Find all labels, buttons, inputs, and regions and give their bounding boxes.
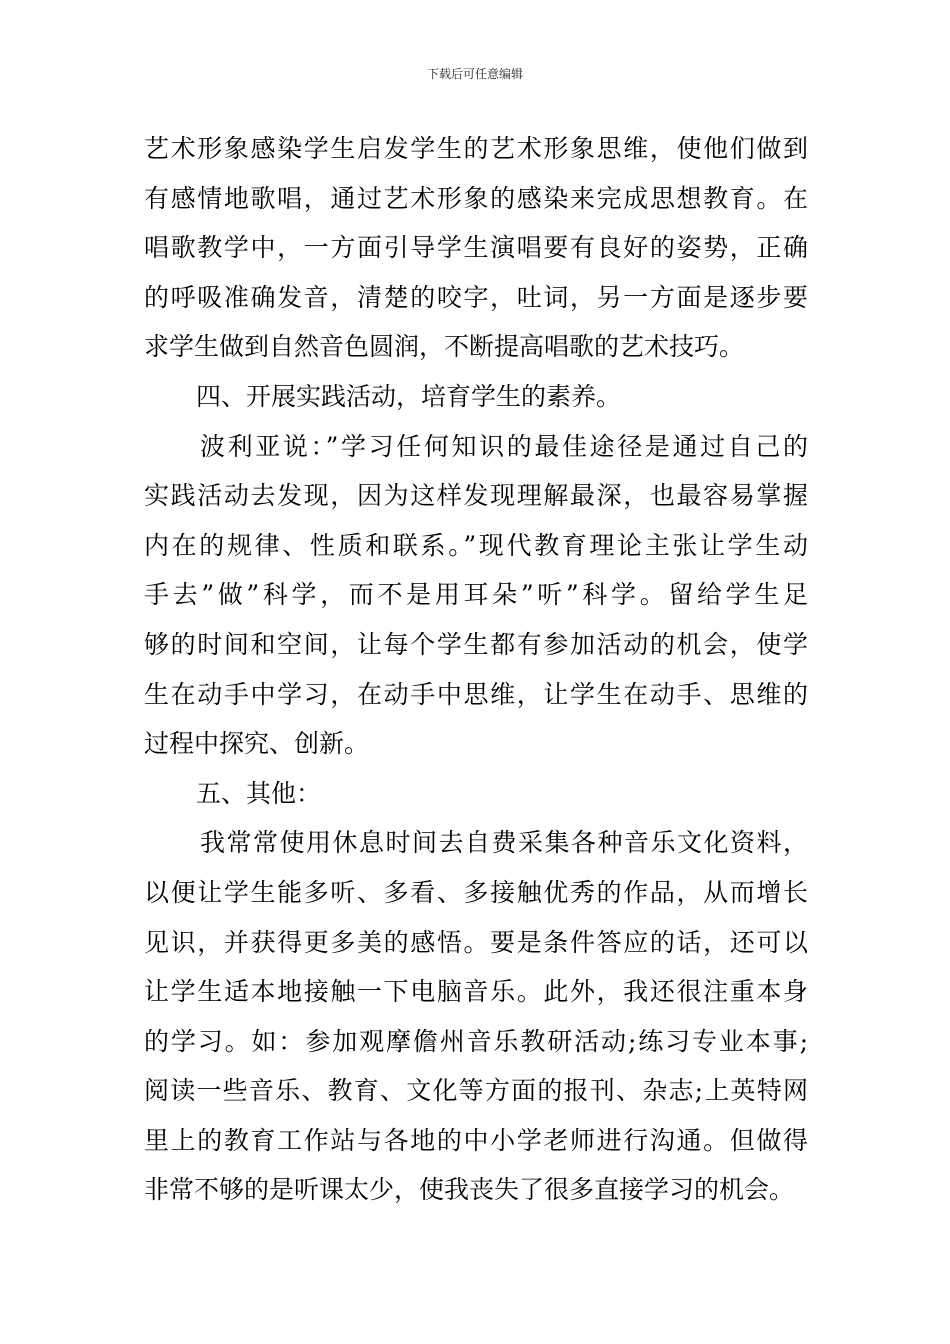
section-heading-4: 四、开展实践活动，培育学生的素养。 [196, 381, 622, 411]
text-line: 艺术形象感染学生启发学生的艺术形象思维，使他们做到 [144, 134, 808, 163]
text-line: 内在的规律、性质和联系。”现代教育理论主张让学生动 [144, 530, 808, 560]
text-line: 有感情地歌唱，通过艺术形象的感染来完成思想教育。在 [144, 183, 808, 213]
text-line: 过程中探究、创新。 [144, 729, 370, 759]
text-line: 手去”做”科学，而不是用耳朵”听”科学。留给学生足 [144, 580, 808, 610]
text-line: 见识，并获得更多美的感悟。要是条件答应的话，还可以 [144, 927, 808, 957]
text-line: 里上的教育工作站与各地的中小学老师进行沟通。但做得 [144, 1125, 808, 1155]
text-line: 的呼吸准确发音，清楚的咬字，吐词，另一方面是逐步要 [144, 282, 808, 312]
text-line: 的学习。如：参加观摩儋州音乐教研活动;练习专业本事; [144, 1026, 808, 1056]
text-line: 以便让学生能多听、多看、多接触优秀的作品，从而增长 [144, 877, 808, 907]
text-line: 求学生做到自然音色圆润，不断提高唱歌的艺术技巧。 [144, 332, 745, 362]
section-heading-5: 五、其他： [196, 778, 322, 808]
text-line: 唱歌教学中，一方面引导学生演唱要有良好的姿势，正确 [144, 233, 808, 263]
text-line: 阅读一些音乐、教育、文化等方面的报刊、杂志;上英特网 [144, 1076, 808, 1106]
page-header-note: 下载后可任意编辑 [426, 67, 523, 81]
text-line: 我常常使用休息时间去自费采集各种音乐文化资料， [200, 828, 808, 858]
document-body [144, 124, 808, 1215]
text-line: 非常不够的是听课太少，使我丧失了很多直接学习的机会。 [144, 1175, 795, 1205]
text-line: 实践活动去发现，因为这样发现理解最深，也最容易掌握 [144, 481, 808, 511]
text-line: 波利亚说：”学习任何知识的最佳途径是通过自己的 [200, 431, 808, 461]
text-line: 够的时间和空间，让每个学生都有参加活动的机会，使学 [144, 629, 808, 659]
text-line: 生在动手中学习，在动手中思维，让学生在动手、思维的 [144, 679, 808, 709]
text-line: 让学生适本地接触一下电脑音乐。此外，我还很注重本身 [144, 977, 808, 1007]
